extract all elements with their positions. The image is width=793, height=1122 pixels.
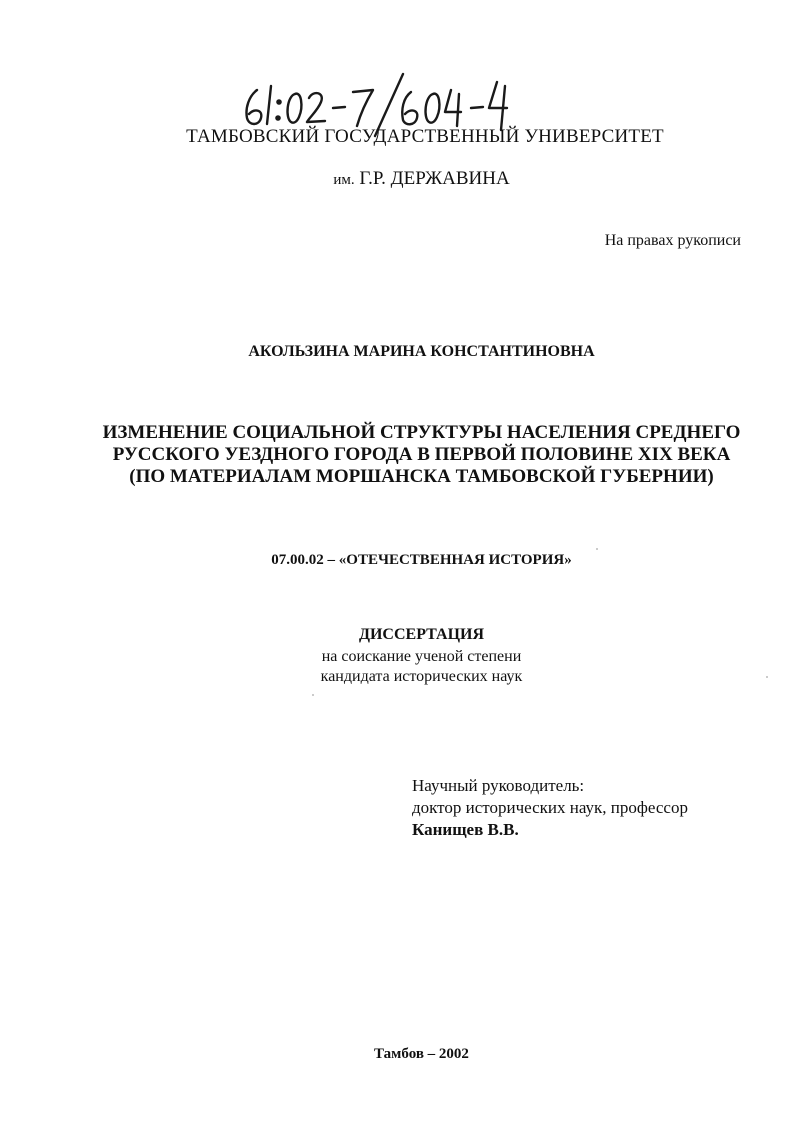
university-name: ТАМБОВСКИЙ ГОСУДАРСТВЕННЫЙ УНИВЕРСИТЕТ <box>186 126 664 147</box>
university-named-after <box>0 168 793 190</box>
degree-purpose-line: на соискание ученой степени <box>321 648 522 665</box>
named-after-name: Г.Р. ДЕРЖАВИНА <box>359 168 510 189</box>
named-after-prefix: им. <box>333 172 355 188</box>
advisor-degree: доктор исторических наук, профессор <box>412 798 688 817</box>
dissertation-title <box>0 422 793 488</box>
city-and-year: Тамбов – 2002 <box>374 1046 469 1062</box>
title-line: ИЗМЕНЕНИЕ СОЦИАЛЬНОЙ СТРУКТУРЫ НАСЕЛЕНИЯ СРЕДНЕГО <box>102 422 741 443</box>
degree-name-line: кандидата исторических наук <box>320 668 523 685</box>
advisor-label: Научный руководитель: <box>412 776 585 795</box>
author-name: АКОЛЬЗИНА МАРИНА КОНСТАНТИНОВНА <box>248 343 595 360</box>
scan-speck <box>766 676 768 678</box>
title-line: (ПО МАТЕРИАЛАМ МОРШАНСКА ТАМБОВСКОЙ ГУБЕРНИИ) <box>129 466 714 487</box>
scan-speck <box>596 548 598 550</box>
dissertation-heading: ДИССЕРТАЦИЯ <box>358 626 485 643</box>
advisor-name: Канищев В.В. <box>412 820 519 839</box>
manuscript-rights-note: На правах рукописи <box>604 232 741 249</box>
speciality-code: 07.00.02 – «ОТЕЧЕСТВЕННАЯ ИСТОРИЯ» <box>271 552 572 568</box>
scan-speck <box>312 694 314 696</box>
title-line: РУССКОГО УЕЗДНОГО ГОРОДА В ПЕРВОЙ ПОЛОВИНЕ XIX ВЕКА <box>112 444 731 465</box>
